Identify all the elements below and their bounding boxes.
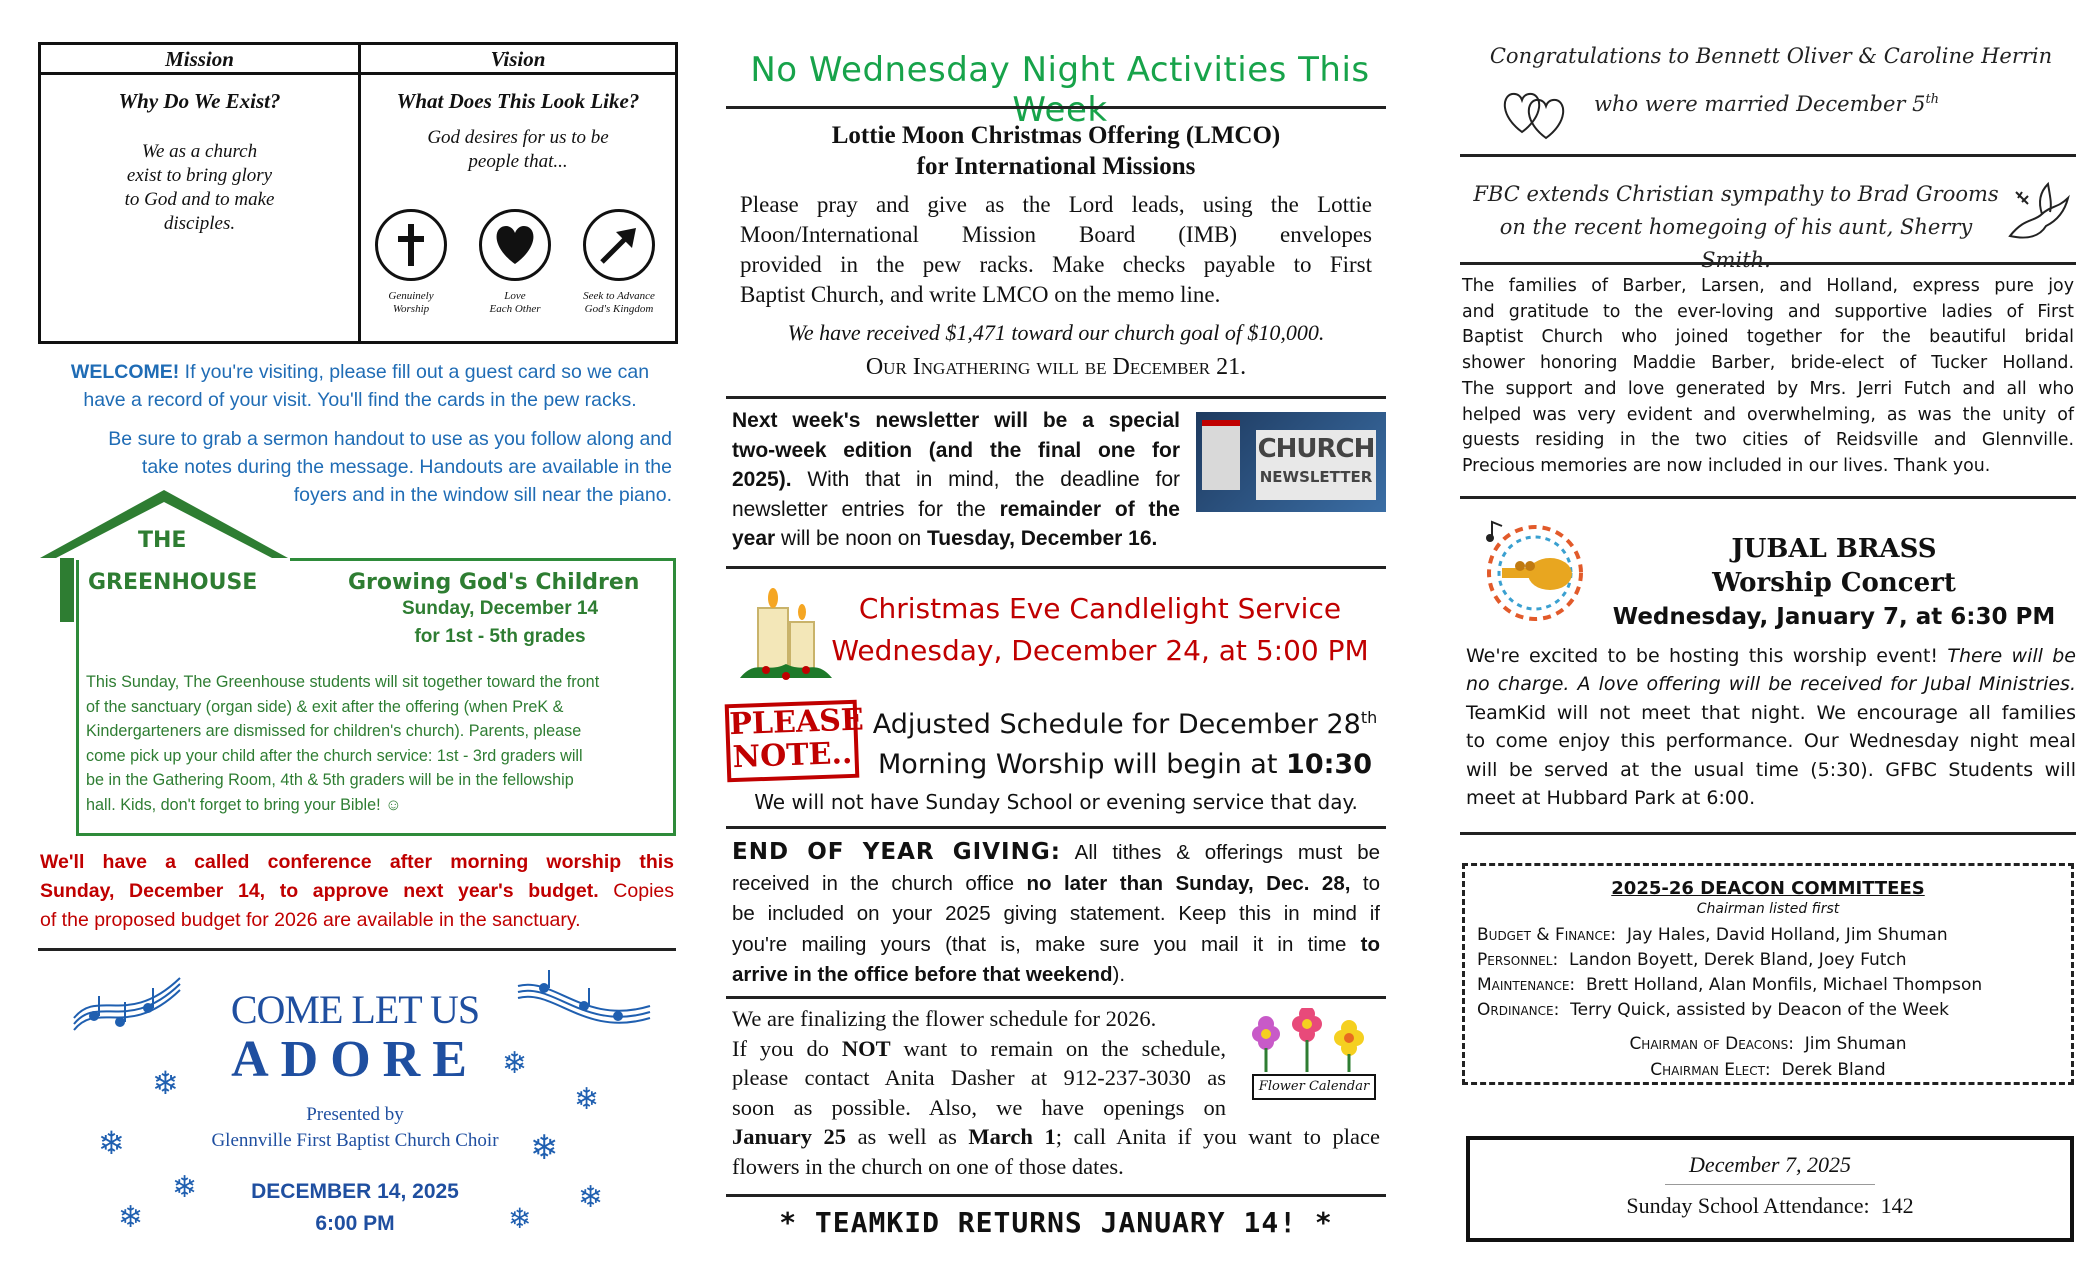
committee-row: Maintenance: Brett Holland, Alan Monfils, Michael Thompson: [1477, 975, 1983, 995]
vision-column: [361, 45, 675, 341]
deacon-committee-list: [1477, 923, 2071, 1023]
congrats-line2: who were married December 5th: [1594, 92, 1940, 116]
mission-line: to God and to make: [124, 189, 275, 210]
mailbox-icon: [1202, 420, 1240, 490]
vision-question: What Does This Look Like?: [396, 89, 640, 113]
committee-row: Ordinance: Terry Quick, assisted by Deacon of the Week: [1477, 1000, 1949, 1020]
welcome-lead: WELCOME!: [70, 361, 180, 383]
newsletter-notice: Next week's newsletter will be a special two-week edition (and the final one for 2025). With that in mind, the deadline for newsletter entries for the remainder of the year will be noon on Tuesday, December 16.: [732, 409, 1180, 550]
snowflake-icon: ❄: [118, 1201, 144, 1234]
greenhouse-body: This Sunday, The Greenhouse students will sit together toward the front of the sanctuary (organ side) & exit after the offering (when PreK & Kindergarteners are dismissed for children's church). Parents, please come pick up your child after the church service: 1st - 3rd graders will be in the Gathering Room, 4th & 5th graders will be in the fellowship hall. Kids, don't forget to bring your Bible! ☺: [86, 673, 600, 814]
bridal-shower-thanks: The families of Barber, Larsen, and Holland, express pure joy and gratitude to the ever-loving and supportive ladies of First Baptist Church who joined together for the beautiful bridal shower honoring Maddie Barber, bride-elect of Tucker Holland. The support and love generated by Mrs. Jerri Futch and all who helped was very evident and overwhelming, as was the unity of guests residing in the two cities of Reidsville and Glennville. Precious memories are now included in our lives. Thank you.: [1462, 276, 2074, 476]
flower-calendar-caption: Flower Calendar: [1252, 1074, 1376, 1100]
jubal-body: We're excited to be hosting this worship event! There will be no charge. A love offering will be received for Jubal Ministries. TeamKid will not meet that night. We encourage all families to come enjoy this performance. Our Wednesday night meal will be served at the usual time (5:30). GFBC Students will meet at Hubbard Park at 6:00.: [1466, 645, 2076, 810]
lmco-ingathering: Our Ingathering will be December 21.: [865, 354, 1247, 380]
snowflake-icon: ❄: [578, 1181, 604, 1214]
vision-line: people that...: [468, 151, 568, 172]
divider: [726, 566, 1386, 569]
divider: [726, 396, 1386, 399]
cross-icon: [375, 209, 447, 281]
greenhouse-tagline: Growing God's Children: [348, 570, 640, 595]
icon-caption: Genuinely Worship: [388, 290, 434, 315]
newsletter-image-line2: NEWSLETTER: [1259, 468, 1373, 486]
divider: [726, 106, 1386, 109]
greenhouse-date: Sunday, December 14: [401, 598, 599, 619]
year-end-giving: END OF YEAR GIVING: All tithes & offerings must be received in the church office no later than Sunday, Dec. 28, to be included on your 2025 giving statement. Keep this in mind if you're mailing yours (that is, make sure you mail it in time to arrive in the office before that weekend).: [732, 839, 1381, 986]
greenhouse-name: GREENHOUSE: [88, 570, 258, 595]
jubal-title: JUBAL BRASS Worship Concert: [1712, 534, 1956, 598]
deacon-title: 2025-26 DEACON COMMITTEES: [1611, 878, 1925, 899]
vision-statement: [361, 126, 675, 174]
snowflake-icon: ❄: [502, 1047, 528, 1080]
congrats-line1: Congratulations to Bennett Oliver & Caroline Herrin: [1489, 44, 2053, 68]
hearts-icon: [1496, 82, 1576, 142]
church-newsletter-image: [1196, 412, 1386, 512]
attendance-date: December 7, 2025: [1689, 1152, 1851, 1177]
divider: [726, 1194, 1386, 1197]
trumpet-notes-icon: [1480, 518, 1590, 628]
candlelight-service: Christmas Eve Candlelight Service Wednesday, December 24, at 5:00 PM: [831, 592, 1369, 667]
lmco-body: Please pray and give as the Lord leads, using the Lottie Moon/International Mission Board (IMB) envelopes provided in the pew racks. Make checks payable to First Baptist Church, and write LMCO on the memo line.: [740, 192, 1372, 307]
jubal-date: Wednesday, January 7, at 6:30 PM: [1612, 604, 2056, 630]
vision-header: Vision: [361, 45, 675, 75]
no-wednesday-banner: No Wednesday Night Activities This Week: [750, 50, 1370, 130]
divider: [1460, 154, 2076, 157]
arrow-icon: [583, 209, 655, 281]
sermon-notice: Be sure to grab a sermon handout to use as you follow along and take notes during the message. Handouts are available in the foyers and in the window sill near the piano.: [108, 428, 672, 506]
mission-statement: [41, 140, 358, 236]
attendance-box: [1466, 1136, 2074, 1242]
flower-schedule-cont: January 25 as well as March 1; call Anita if you want to place flowers in the church on one of those dates.: [732, 1124, 1381, 1179]
mission-line: disciples.: [163, 213, 236, 234]
please-note-stamp: PLEASE NOTE..: [725, 700, 860, 783]
committee-row: Personnel: Landon Boyett, Derek Bland, Joey Futch: [1477, 950, 1907, 970]
concert-title-line1: COME LET US: [230, 987, 480, 1032]
snowflake-icon: ❄: [574, 1083, 600, 1116]
concert-choir: Glennville First Baptist Church Choir: [211, 1130, 499, 1151]
snowflake-icon: ❄: [530, 1129, 559, 1167]
concert-presented-by: Presented by: [306, 1104, 404, 1125]
greenhouse-the: THE: [138, 528, 187, 553]
divider: [1460, 496, 2076, 499]
divider: [1460, 832, 2076, 835]
divider: [38, 948, 676, 951]
snowflake-icon: ❄: [508, 1203, 532, 1234]
flower-schedule: We are finalizing the flower schedule for 2026. If you do NOT want to remain on the schedule, please contact Anita Dasher at 912-237-3030 as soon as possible. Also, we have openings on: [732, 1006, 1226, 1120]
concert-date: DECEMBER 14, 2025: [251, 1180, 459, 1203]
attendance-count: Sunday School Attendance: 142: [1626, 1193, 1914, 1218]
concert-title-line2: ADORE: [231, 1031, 479, 1088]
divider: [726, 996, 1386, 999]
divider: [1460, 262, 2076, 265]
committee-row: Budget & Finance: Jay Hales, David Holland, Jim Shuman: [1477, 925, 1948, 945]
conference-notice: We'll have a called conference after morning worship this Sunday, December 14, to approve next year's budget. Copies of the proposed budget for 2026 are available in the sanctuary.: [40, 851, 674, 931]
concert-time: 6:00 PM: [315, 1212, 395, 1235]
sympathy-notice: FBC extends Christian sympathy to Brad Grooms on the recent homegoing of his aunt, Sherry Smith.: [1473, 182, 1999, 272]
mission-line: We as a church: [141, 141, 258, 162]
deacon-subtitle: Chairman listed first: [1696, 901, 1840, 917]
adjusted-no-service: We will not have Sunday School or evening service that day.: [754, 790, 1358, 814]
snowflake-icon: ❄: [152, 1065, 179, 1101]
snowflake-icon: ❄: [172, 1171, 198, 1204]
mission-line: exist to bring glory: [126, 165, 273, 186]
icon-caption: Love Each Other: [489, 290, 541, 315]
vision-line: God desires for us to be: [427, 127, 609, 148]
deacon-chairmen: Chairman of Deacons: Jim Shuman Chairman Elect: Derek Bland: [1629, 1034, 1907, 1080]
dove-icon: [2004, 178, 2074, 248]
divider: [726, 826, 1386, 829]
greenhouse-grades: for 1st - 5th grades: [414, 626, 586, 647]
mission-header: Mission: [41, 45, 358, 75]
flowers-icon: [1238, 1008, 1382, 1074]
welcome-notice: WELCOME! If you're visiting, please fill out a guest card so we can have a record of your visit. You'll find the cards in the pew racks.: [70, 361, 650, 411]
mission-question: Why Do We Exist?: [118, 89, 281, 113]
adjusted-schedule: Adjusted Schedule for December 28th Morning Worship will begin at 10:30: [872, 708, 1378, 780]
snowflake-icon: ❄: [98, 1125, 125, 1161]
heart-icon: [479, 209, 551, 281]
lmco-title: Lottie Moon Christmas Offering (LMCO) for International Missions: [831, 122, 1281, 180]
icon-caption: Seek to Advance God's Kingdom: [583, 290, 655, 315]
teamkid-banner: * TEAMKID RETURNS JANUARY 14! *: [779, 1206, 1333, 1239]
mission-column: [41, 45, 361, 341]
newsletter-image-line1: CHURCH: [1257, 434, 1375, 464]
deacon-committees-box: [1462, 863, 2074, 1085]
mission-vision-table: [38, 42, 678, 344]
lmco-received: We have received $1,471 toward our church goal of $10,000.: [787, 320, 1325, 345]
attendance-divider: [1665, 1184, 1875, 1185]
